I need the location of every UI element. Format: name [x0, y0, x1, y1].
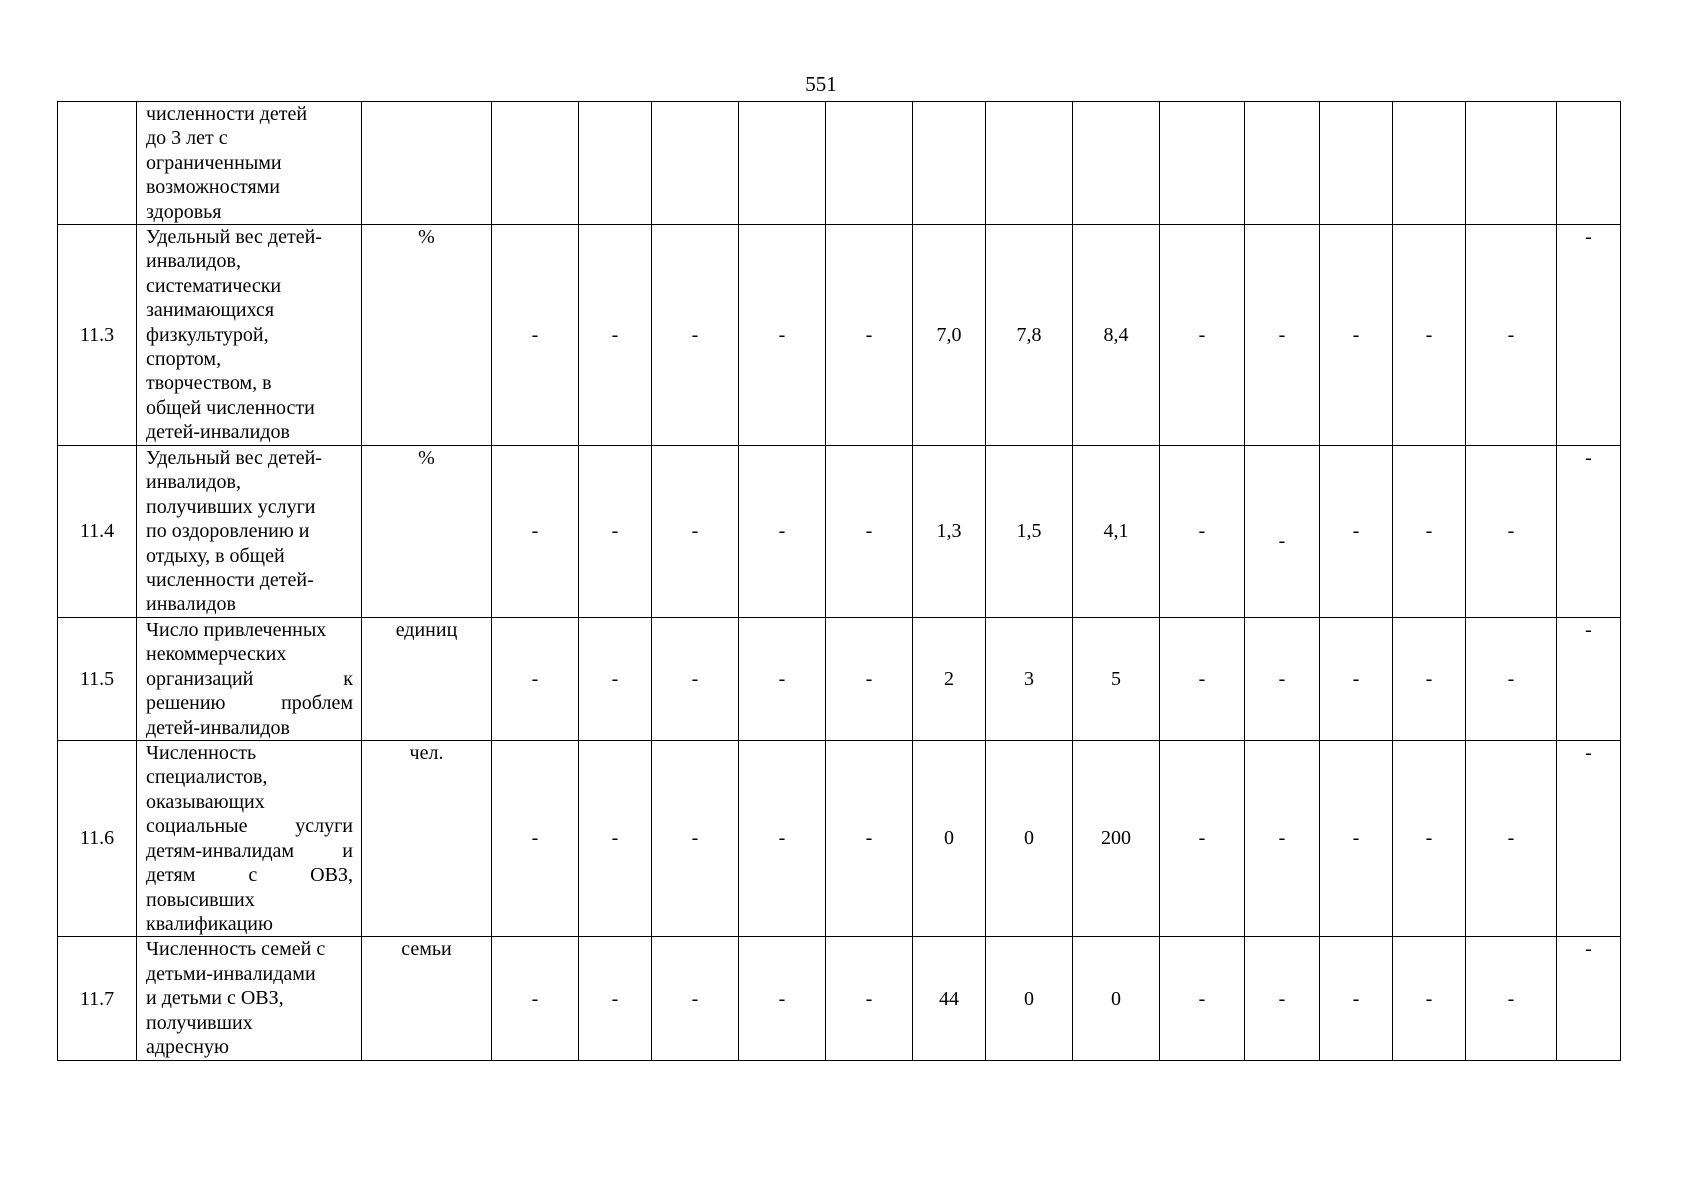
value-cell	[1160, 446, 1245, 618]
indicator-name-cell	[137, 741, 362, 937]
row-number: 11.4	[79, 520, 115, 543]
indicator-name-cell	[137, 446, 362, 618]
value-cell	[1466, 937, 1557, 1061]
value-cell	[1393, 102, 1466, 225]
value: -	[1278, 827, 1286, 850]
indicator-name-line: детям-инвалидам и	[146, 839, 353, 862]
value-cell	[1320, 741, 1393, 937]
value: -	[1198, 827, 1206, 850]
indicator-name-line: инвалидов,	[146, 250, 241, 273]
table-body	[58, 102, 1621, 1061]
value-cell	[826, 225, 913, 446]
value-cell	[492, 741, 579, 937]
value-cell	[579, 225, 652, 446]
indicator-name-line: адресную	[146, 1035, 229, 1058]
row-number-cell	[58, 741, 137, 937]
indicator-name-line: получивших услуги	[146, 495, 316, 518]
indicator-name-line: некоммерческих	[146, 643, 287, 666]
table-row	[58, 741, 1621, 937]
value: -	[1425, 323, 1433, 346]
value: -	[865, 667, 873, 690]
indicator-name-line: творчеством, в	[146, 372, 272, 395]
value-cell	[1320, 225, 1393, 446]
value: -	[1507, 520, 1515, 543]
value: -	[778, 520, 786, 543]
value-cell	[1320, 446, 1393, 618]
value: -	[865, 520, 873, 543]
value: -	[1278, 530, 1286, 553]
indicator-name-line: ограниченными	[146, 151, 282, 174]
value: 1,3	[936, 520, 962, 543]
last-column-value: -	[1585, 742, 1592, 765]
indicator-name-line: Удельный вес детей-	[146, 447, 322, 470]
row-number-cell	[58, 225, 137, 446]
value-cell	[652, 937, 739, 1061]
value-cell	[826, 741, 913, 937]
value: 7,8	[1016, 323, 1042, 346]
indicator-name-line: детьми-инвалидами	[146, 962, 316, 985]
indicator-name-line: спортом,	[146, 348, 222, 371]
indicator-name-line: инвалидов,	[146, 471, 241, 494]
value: 3	[1024, 667, 1034, 690]
value: -	[1278, 323, 1286, 346]
value: -	[531, 323, 539, 346]
value-cell	[1073, 618, 1160, 741]
value-cell	[739, 618, 826, 741]
value-cell	[1466, 446, 1557, 618]
value-cell	[1073, 937, 1160, 1061]
value: -	[1198, 667, 1206, 690]
value-cell	[826, 446, 913, 618]
value-cell	[1393, 446, 1466, 618]
value: -	[531, 827, 539, 850]
indicator-name-line: численности детей	[146, 103, 308, 125]
value-cell	[1160, 102, 1245, 225]
unit-cell	[362, 225, 492, 446]
last-column-cell	[1557, 618, 1621, 741]
indicator-name-line: по оздоровлению и	[146, 520, 310, 543]
indicator-name-line: и детьми с ОВЗ,	[146, 987, 284, 1010]
value: -	[1352, 520, 1360, 543]
value: -	[778, 987, 786, 1010]
indicator-name-line: Численность семей с	[146, 938, 326, 961]
table-row	[58, 937, 1621, 1061]
value-cell	[579, 937, 652, 1061]
value-cell	[1320, 102, 1393, 225]
indicator-name-line: отдыху, в общей	[146, 544, 285, 567]
indicators-table	[57, 101, 1621, 1061]
value: -	[1278, 987, 1286, 1010]
value: -	[1425, 520, 1433, 543]
last-column-cell	[1557, 937, 1621, 1061]
value-cell	[986, 741, 1073, 937]
indicator-name-line: здоровья	[146, 200, 222, 223]
value-cell	[1245, 741, 1320, 937]
value-cell	[1245, 225, 1320, 446]
unit-value: единиц	[395, 619, 458, 642]
indicator-name-line: Число привлеченных	[146, 619, 327, 642]
row-number: 11.5	[79, 667, 115, 690]
value: -	[1507, 987, 1515, 1010]
value-cell	[986, 618, 1073, 741]
value: 0	[944, 827, 954, 850]
value-cell	[492, 446, 579, 618]
value: -	[1352, 323, 1360, 346]
indicator-name-line: детей-инвалидов	[146, 716, 290, 739]
value-cell	[492, 102, 579, 225]
value-cell	[986, 937, 1073, 1061]
indicator-name-line: общей численности	[146, 396, 315, 419]
value-cell	[913, 741, 986, 937]
value-cell	[1393, 618, 1466, 741]
last-column-cell	[1557, 741, 1621, 937]
value-cell	[652, 446, 739, 618]
value: 5	[1111, 667, 1121, 690]
value: -	[691, 520, 699, 543]
value-cell	[1073, 225, 1160, 446]
value-cell	[739, 102, 826, 225]
value: -	[1507, 667, 1515, 690]
value: -	[1352, 827, 1360, 850]
value-cell	[913, 102, 986, 225]
value-cell	[739, 741, 826, 937]
table-row	[58, 225, 1621, 446]
indicator-name-line: решению проблем	[146, 692, 353, 715]
last-column-value: -	[1585, 619, 1592, 642]
value: -	[1507, 323, 1515, 346]
last-column-cell	[1557, 446, 1621, 618]
value-cell	[913, 937, 986, 1061]
last-column-value: -	[1585, 447, 1592, 470]
value: -	[531, 987, 539, 1010]
value: 0	[1024, 827, 1034, 850]
unit-cell	[362, 937, 492, 1061]
value: -	[778, 323, 786, 346]
value: -	[1507, 827, 1515, 850]
value-cell	[652, 102, 739, 225]
value: -	[1425, 667, 1433, 690]
value: -	[691, 667, 699, 690]
indicator-name-line: инвалидов	[146, 593, 236, 616]
unit-cell	[362, 618, 492, 741]
value-cell	[913, 225, 986, 446]
value-cell	[1393, 937, 1466, 1061]
value-cell	[1466, 102, 1557, 225]
value: -	[531, 520, 539, 543]
indicator-name-cell	[137, 102, 362, 225]
value: -	[611, 827, 619, 850]
indicator-name-line: до 3 лет с	[146, 127, 228, 150]
indicator-name-line: занимающихся	[146, 299, 275, 322]
value: -	[691, 987, 699, 1010]
indicator-name-line: специалистов,	[146, 766, 268, 789]
value-cell	[1073, 741, 1160, 937]
value: 0	[1024, 987, 1034, 1010]
table-row	[58, 618, 1621, 741]
value-cell	[1073, 446, 1160, 618]
indicator-name-cell	[137, 225, 362, 446]
value: -	[1198, 323, 1206, 346]
value-cell	[1073, 102, 1160, 225]
value-cell	[826, 937, 913, 1061]
row-number-cell	[58, 102, 137, 225]
unit-cell	[362, 741, 492, 937]
value-cell	[492, 937, 579, 1061]
indicator-name-line: оказывающих	[146, 790, 265, 813]
value-cell	[1466, 741, 1557, 937]
value: -	[691, 827, 699, 850]
table-row	[58, 102, 1621, 225]
value-cell	[1245, 446, 1320, 618]
value-cell	[913, 446, 986, 618]
value-cell	[492, 225, 579, 446]
value-cell	[652, 618, 739, 741]
value-cell	[1160, 225, 1245, 446]
indicator-name-line: получивших	[146, 1011, 253, 1034]
value-cell	[913, 618, 986, 741]
value: 200	[1101, 827, 1131, 850]
indicator-name-line: социальные услуги	[146, 815, 353, 838]
value: -	[1198, 987, 1206, 1010]
value-cell	[986, 446, 1073, 618]
value: -	[611, 323, 619, 346]
row-number: 11.6	[79, 827, 115, 850]
value: 2	[944, 667, 954, 690]
indicator-name-line: Численность	[146, 742, 257, 765]
value-cell	[986, 225, 1073, 446]
value: -	[1425, 827, 1433, 850]
indicator-name-line: численности детей-	[146, 569, 314, 592]
table-row	[58, 446, 1621, 618]
value-cell	[1393, 741, 1466, 937]
value-cell	[1245, 618, 1320, 741]
value: -	[1198, 520, 1206, 543]
value: -	[1278, 667, 1286, 690]
value: 7,0	[936, 323, 962, 346]
unit-value: чел.	[409, 742, 444, 765]
value-cell	[1245, 102, 1320, 225]
value-cell	[826, 102, 913, 225]
indicator-name-line: детям с ОВЗ,	[146, 864, 353, 887]
value-cell	[652, 741, 739, 937]
indicator-name-line: организаций к	[146, 667, 353, 690]
value: 1,5	[1016, 520, 1042, 543]
value-cell	[1466, 225, 1557, 446]
indicator-name-line: квалификацию	[146, 912, 273, 935]
indicator-name-line: Удельный вес детей-	[146, 226, 322, 249]
value: 4,1	[1103, 520, 1129, 543]
value: -	[611, 987, 619, 1010]
value-cell	[579, 102, 652, 225]
value: 44	[939, 987, 959, 1010]
value-cell	[826, 618, 913, 741]
unit-value: семьи	[401, 938, 452, 961]
value: -	[865, 827, 873, 850]
value: -	[1425, 987, 1433, 1010]
last-column-value: -	[1585, 226, 1592, 249]
unit-cell	[362, 446, 492, 618]
unit-cell	[362, 102, 492, 225]
row-number-cell	[58, 937, 137, 1061]
value-cell	[579, 618, 652, 741]
page-number: 551	[805, 72, 837, 96]
value: -	[1352, 667, 1360, 690]
indicator-name-cell	[137, 618, 362, 741]
value: -	[691, 323, 699, 346]
value-cell	[579, 741, 652, 937]
value-cell	[739, 446, 826, 618]
indicator-name-line: физкультурой,	[146, 323, 269, 346]
value: -	[611, 520, 619, 543]
value-cell	[492, 618, 579, 741]
value: 8,4	[1103, 323, 1129, 346]
row-number-cell	[58, 618, 137, 741]
value-cell	[1320, 618, 1393, 741]
unit-value: %	[418, 447, 435, 470]
value: -	[611, 667, 619, 690]
row-number: 11.3	[79, 323, 115, 346]
last-column-cell	[1557, 225, 1621, 446]
value-cell	[1160, 741, 1245, 937]
row-number-cell	[58, 446, 137, 618]
indicator-name-line: систематически	[146, 274, 282, 297]
value-cell	[1466, 618, 1557, 741]
value: -	[531, 667, 539, 690]
value: -	[865, 323, 873, 346]
value-cell	[1245, 937, 1320, 1061]
unit-value: %	[418, 226, 435, 249]
value-cell	[739, 225, 826, 446]
value-cell	[986, 102, 1073, 225]
value-cell	[652, 225, 739, 446]
value-cell	[579, 446, 652, 618]
indicator-name-line: возможностями	[146, 176, 281, 199]
indicator-name-line: детей-инвалидов	[146, 421, 290, 444]
row-number: 11.7	[79, 987, 115, 1010]
indicator-name-cell	[137, 937, 362, 1061]
value: -	[778, 667, 786, 690]
value-cell	[739, 937, 826, 1061]
value: -	[1352, 987, 1360, 1010]
last-column-cell	[1557, 102, 1621, 225]
last-column-value: -	[1585, 938, 1592, 961]
value-cell	[1160, 937, 1245, 1061]
value-cell	[1320, 937, 1393, 1061]
value-cell	[1160, 618, 1245, 741]
value: -	[778, 827, 786, 850]
value-cell	[1393, 225, 1466, 446]
value: 0	[1111, 987, 1121, 1010]
value: -	[865, 987, 873, 1010]
indicator-name-line: повысивших	[146, 888, 255, 911]
